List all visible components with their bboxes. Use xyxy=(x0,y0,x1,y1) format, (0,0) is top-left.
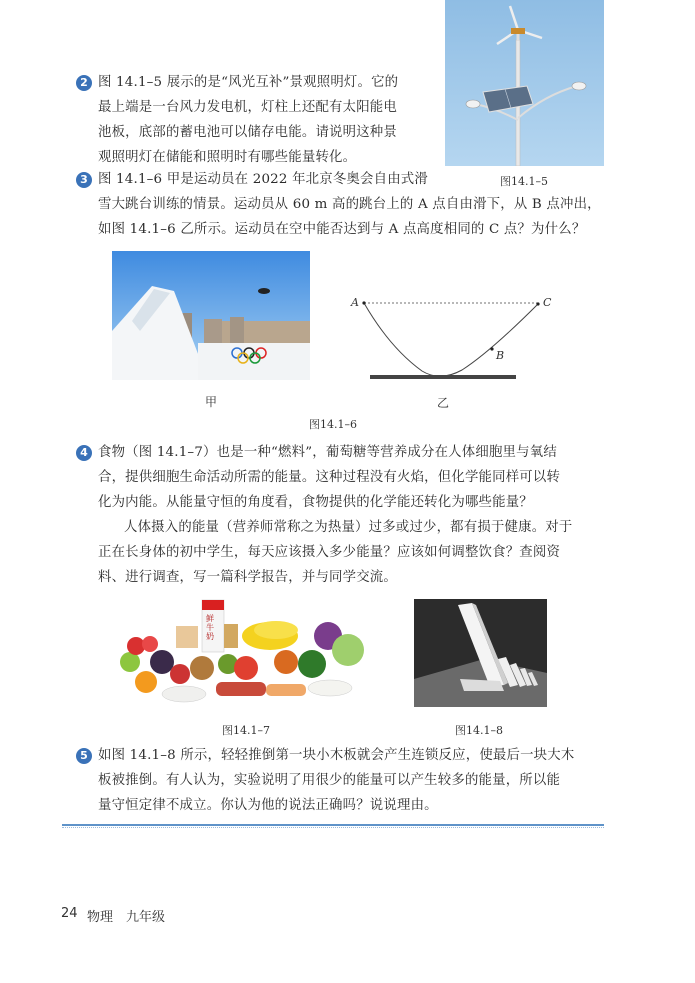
point-a-label: A xyxy=(351,296,359,309)
question-number-3: 3 xyxy=(76,172,92,188)
q5-line-2: 板被推倒。有人认为，实验说明了用很少的能量可以产生较多的能量，所以能 xyxy=(98,773,561,788)
food-illustration xyxy=(116,596,376,710)
q4-line-1: 食物（图 14.1–7）也是一种“燃料”，葡萄糖等营养成分在人体细胞里与氧结 xyxy=(98,445,557,460)
q5-line-1: 如图 14.1–8 所示，轻轻推倒第一块小木板就会产生连锁反应，使最后一块大木 xyxy=(98,748,575,763)
q3-line-2: 雪大跳台训练的情景。运动员从 60 m 高的跳台上的 A 点自由滑下，从 B 点冲出， xyxy=(98,197,601,212)
page-number: 24 xyxy=(61,906,78,921)
question-number-4: 4 xyxy=(76,445,92,461)
figure-14-1-6-label-jia: 甲 xyxy=(205,395,218,409)
figure-14-1-6-label-yi: 乙 xyxy=(437,396,450,410)
q4-para2-line-1: 人体摄入的能量（营养师常称之为热量）过多或过少，都有损于健康。对于 xyxy=(124,520,573,535)
q4-line-2: 合，提供细胞生命活动所需的能量。这种过程没有火焰，但化学能同样可以转 xyxy=(98,470,561,485)
q2-line-2: 最上端是一台风力发电机，灯柱上还配有太阳能电 xyxy=(98,100,397,115)
figure-14-1-7-caption: 图14.1–7 xyxy=(222,724,270,737)
point-b-dot xyxy=(490,347,493,350)
figure-14-1-7-food-photo xyxy=(116,596,376,710)
footer-subject: 物理 xyxy=(87,910,114,925)
q3-line-1: 图 14.1–6 甲是运动员在 2022 年北京冬奥会自由式滑 xyxy=(98,172,428,187)
point-c-label: C xyxy=(543,296,552,309)
question-number-5: 5 xyxy=(76,748,92,764)
figure-14-1-8-caption: 图14.1–8 xyxy=(455,724,503,737)
figure-14-1-5-caption: 图14.1–5 xyxy=(500,175,548,188)
milk-carton-label: 鲜牛奶 xyxy=(206,614,214,641)
ground-bar xyxy=(370,375,516,379)
q3-line-3: 如图 14.1–6 乙所示。运动员在空中能否达到与 A 点高度相同的 C 点？为什么？ xyxy=(98,222,586,237)
point-c-dot xyxy=(536,302,539,305)
footer-grade: 九年级 xyxy=(126,910,166,925)
point-b-label: B xyxy=(496,349,505,362)
figure-14-1-8-domino-photo xyxy=(414,599,547,707)
ski-jump-illustration xyxy=(112,251,310,380)
q2-line-3: 池板，底部的蓄电池可以储存电能。请说明这种景 xyxy=(98,125,397,140)
section-divider-dotted xyxy=(62,827,604,828)
trajectory-curve xyxy=(364,303,538,376)
q4-para2-line-2: 正在长身体的初中学生，每天应该摄入多少能量？应该如何调整饮食？查阅资 xyxy=(98,545,561,560)
question-number-2: 2 xyxy=(76,75,92,91)
figure-14-1-6-yi-diagram xyxy=(340,286,540,386)
figure-14-1-6-caption: 图14.1–6 xyxy=(309,418,357,431)
q5-line-3: 量守恒定律不成立。你认为他的说法正确吗？说说理由。 xyxy=(98,798,438,813)
q2-line-4: 观照明灯在储能和照明时有哪些能量转化。 xyxy=(98,150,357,165)
point-a-dot xyxy=(362,301,365,304)
figure-14-1-6-jia-photo xyxy=(112,251,310,380)
q4-line-3: 化为内能。从能量守恒的角度看，食物提供的化学能还转化为哪些能量？ xyxy=(98,495,533,510)
figure-14-1-5-photo xyxy=(445,0,604,166)
wind-solar-lamp-illustration xyxy=(445,0,604,166)
q4-para2-line-3: 料、进行调查，写一篇科学报告，并与同学交流。 xyxy=(98,570,397,585)
domino-illustration xyxy=(414,599,547,707)
q2-line-1: 图 14.1–5 展示的是“风光互补”景观照明灯。它的 xyxy=(98,75,399,90)
section-divider xyxy=(62,824,604,826)
